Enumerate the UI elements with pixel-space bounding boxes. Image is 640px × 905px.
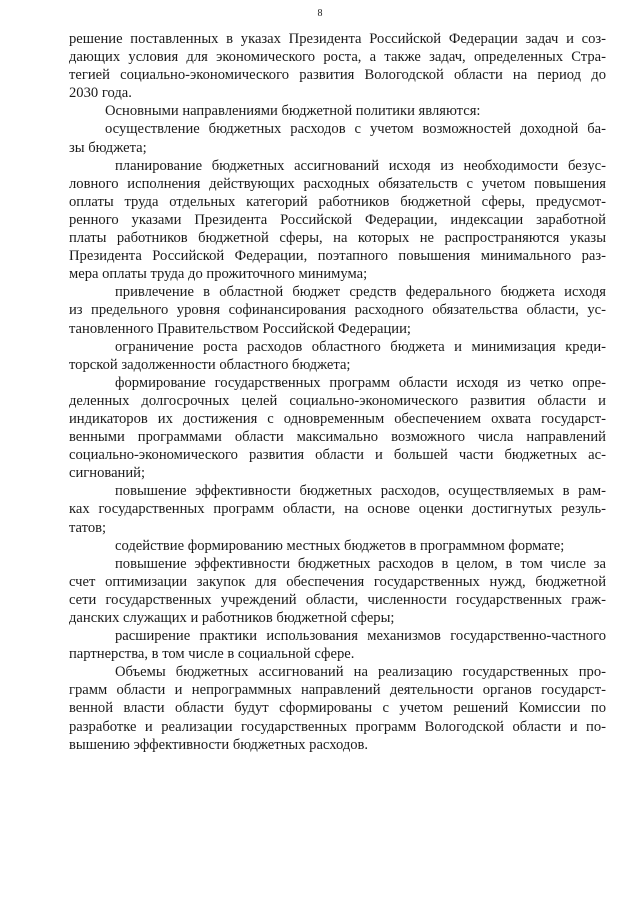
text-line: Президента Российской Федерации, поэтапного повышения минимального раз- (69, 248, 606, 265)
text-line: партнерства, в том числе в социальной сфере. (69, 646, 355, 663)
text-line: деленных долгосрочных целей социально-экономического развития области и (69, 392, 606, 409)
paragraph (69, 283, 606, 337)
document-body (69, 30, 606, 754)
text-line: платы работников бюджетной сферы, на которых не распространяются указы (69, 230, 606, 247)
text-line: вышению эффективности бюджетных расходов. (69, 736, 369, 753)
text-line: тановленного Правительством Российской Федерации; (69, 320, 411, 337)
paragraph (69, 157, 606, 284)
paragraph (69, 374, 606, 483)
text-line: Объемы бюджетных ассигнований на реализацию государственных про- (115, 664, 606, 681)
text-line: социально-экономического развития области и большей части бюджетных ас- (69, 447, 606, 464)
paragraph (69, 537, 606, 555)
page-number: 8 (317, 8, 323, 19)
text-line: 2030 года. (69, 85, 132, 102)
text-line: тегией социально-экономического развития Вологодской области на период до (69, 67, 606, 84)
text-line: формирование государственных программ области исходя из четко опре- (115, 374, 606, 391)
text-line: ловного исполнения действующих расходных обязательств с учетом повышения (69, 175, 606, 192)
text-line: татов; (69, 519, 107, 536)
text-line: грамм области и непрограммных направлений деятельности органов государст- (69, 682, 606, 699)
paragraph (69, 102, 606, 120)
text-line: данских служащих и работников бюджетной сферы; (69, 610, 395, 626)
text-line: Основными направлениями бюджетной политики являются: (105, 103, 481, 120)
text-line: из предельного уровня софинансирования расходного обязательства области, ус- (69, 302, 606, 319)
text-line: ограничение роста расходов областного бюджета и минимизация креди- (115, 338, 606, 355)
text-line: планирование бюджетных ассигнований исходя из необходимости безус- (115, 157, 606, 174)
paragraph (69, 663, 606, 753)
paragraph (69, 482, 606, 536)
text-line: повышение эффективности бюджетных расходов, осуществляемых в рам- (115, 483, 606, 500)
text-line: ренного указами Президента Российской Федерации, индексации заработной (69, 211, 606, 228)
text-line: торской задолженности областного бюджета; (69, 356, 351, 373)
text-line: мера оплаты труда до прожиточного минимума; (69, 266, 368, 283)
text-line: оплаты труда отдельных категорий работников бюджетной сферы, предусмот- (69, 193, 606, 210)
paragraph (69, 338, 606, 374)
text-line: расширение практики использования механизмов государственно-частного (115, 628, 606, 645)
paragraph (69, 120, 606, 156)
text-line: венной власти области будут сформированы с учетом решений Комиссии по (69, 700, 606, 717)
text-line: венными программами области максимально возможного числа направлений (69, 429, 606, 446)
text-line: сети государственных учреждений области, численности государственных граж- (69, 591, 606, 608)
text-line: решение поставленных в указах Президента Российской Федерации задач и соз- (69, 31, 606, 47)
text-line: повышение эффективности бюджетных расходов в целом, в том числе за (115, 555, 606, 572)
paragraph (69, 627, 606, 663)
text-line: содействие формированию местных бюджетов в программном формате; (115, 537, 565, 554)
text-line: осуществление бюджетных расходов с учетом возможностей доходной ба- (105, 121, 606, 138)
paragraph (69, 30, 606, 102)
text-line: счет оптимизации закупок для обеспечения государственных нужд, бюджетной (69, 573, 606, 590)
text-line: дающих условия для экономического роста, а также задач, определенных Стра- (69, 49, 606, 66)
text-line: ках государственных программ области, на основе оценки достигнутых резуль- (69, 501, 606, 518)
text-line: зы бюджета; (69, 139, 147, 156)
text-line: разработке и реализации государственных программ Вологодской области и по- (69, 718, 606, 735)
paragraph (69, 555, 606, 627)
text-line: привлечение в областной бюджет средств федерального бюджета исходя (115, 284, 606, 301)
text-line: сигнований; (69, 465, 146, 482)
text-line: индикаторов их достижения с одновременным обеспечением охвата государст- (69, 410, 606, 427)
